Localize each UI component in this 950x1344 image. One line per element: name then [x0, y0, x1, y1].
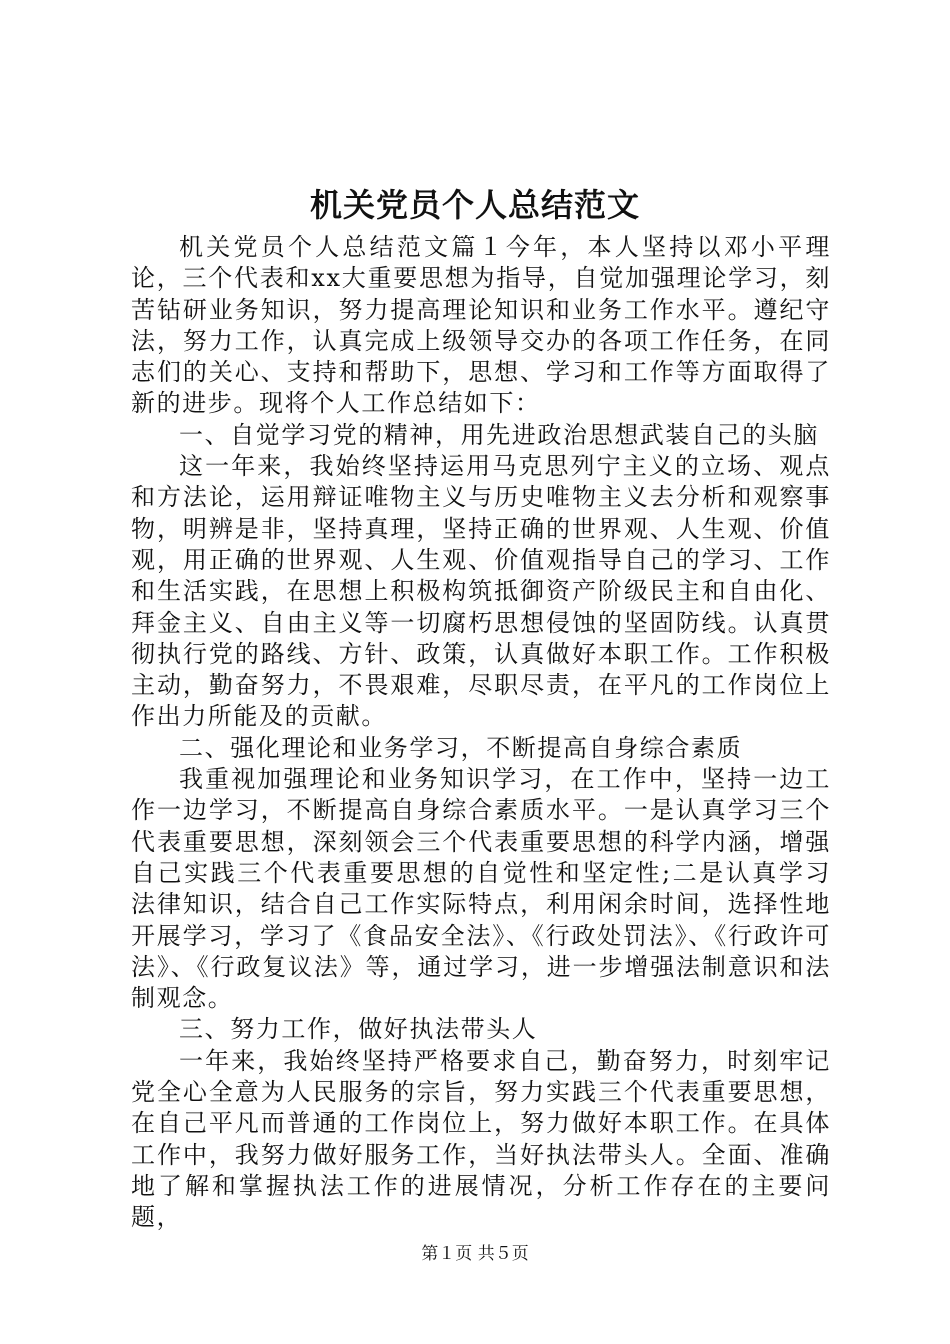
page-footer: 第１页 共５页: [421, 1244, 529, 1264]
section-paragraph-1: 这一年来，我始终坚持运用马克思列宁主义的立场、观点和方法论，运用辩证唯物主义与历史唯物主义去分析和观察事物，明辨是非，坚持真理，坚持正确的世界观、人生观、价值观，用正确的世界观、人生观、价值观指导自己的学习、工作和生活实践，在思想上积极构筑抵御资产阶级民主和自由化、拜金主义、自由主义等一切腐朽思想侵蚀的坚固防线。认真贯彻执行党的路线、方针、政策，认真做好本职工作。工作积极主动，勤奋努力，不畏艰难，尽职尽责，在平凡的工作岗位上作出力所能及的贡献。: [131, 452, 831, 731]
section-paragraph-3: 一年来，我始终坚持严格要求自己，勤奋努力，时刻牢记党全心全意为人民服务的宗旨，努力实践三个代表重要思想，在自己平凡而普通的工作岗位上，努力做好本职工作。在具体工作中，我努力做好服务工作，当好执法带头人。全面、准确地了解和掌握执法工作的进展情况，分析工作存在的主要问题，: [131, 1046, 831, 1232]
section-heading-3: 三、努力工作，做好执法带头人: [179, 1015, 538, 1044]
intro-paragraph: 机关党员个人总结范文篇１今年，本人坚持以邓小平理论，三个代表和xx大重要思想为指导，自觉加强理论学习，刻苦钻研业务知识，努力提高理论知识和业务工作水平。遵纪守法，努力工作，认真完成上级领导交办的各项工作任务，在同志们的关心、支持和帮助下，思想、学习和工作等方面取得了新的进步。现将个人工作总结如下：: [131, 233, 831, 418]
section-paragraph-2: 我重视加强理论和业务知识学习，在工作中，坚持一边工作一边学习，不断提高自身综合素质水平。一是认真学习三个代表重要思想，深刻领会三个代表重要思想的科学内涵，增强自己实践三个代表重要思想的自觉性和坚定性;二是认真学习法律知识，结合自己工作实际特点，利用闲余时间，选择性地开展学习，学习了《食品安全法》、《行政处罚法》、《行政许可法》、《行政复议法》等，通过学习，进一步增强法制意识和法制观念。: [131, 765, 831, 1013]
document-body: [131, 232, 831, 1234]
section-heading-1: 一、自觉学习党的精神，用先进政治思想武装自己的头脑: [179, 420, 819, 449]
document-title: 机关党员个人总结范文: [309, 186, 640, 224]
section-heading-2: 二、强化理论和业务学习，不断提高自身综合素质: [179, 733, 743, 762]
